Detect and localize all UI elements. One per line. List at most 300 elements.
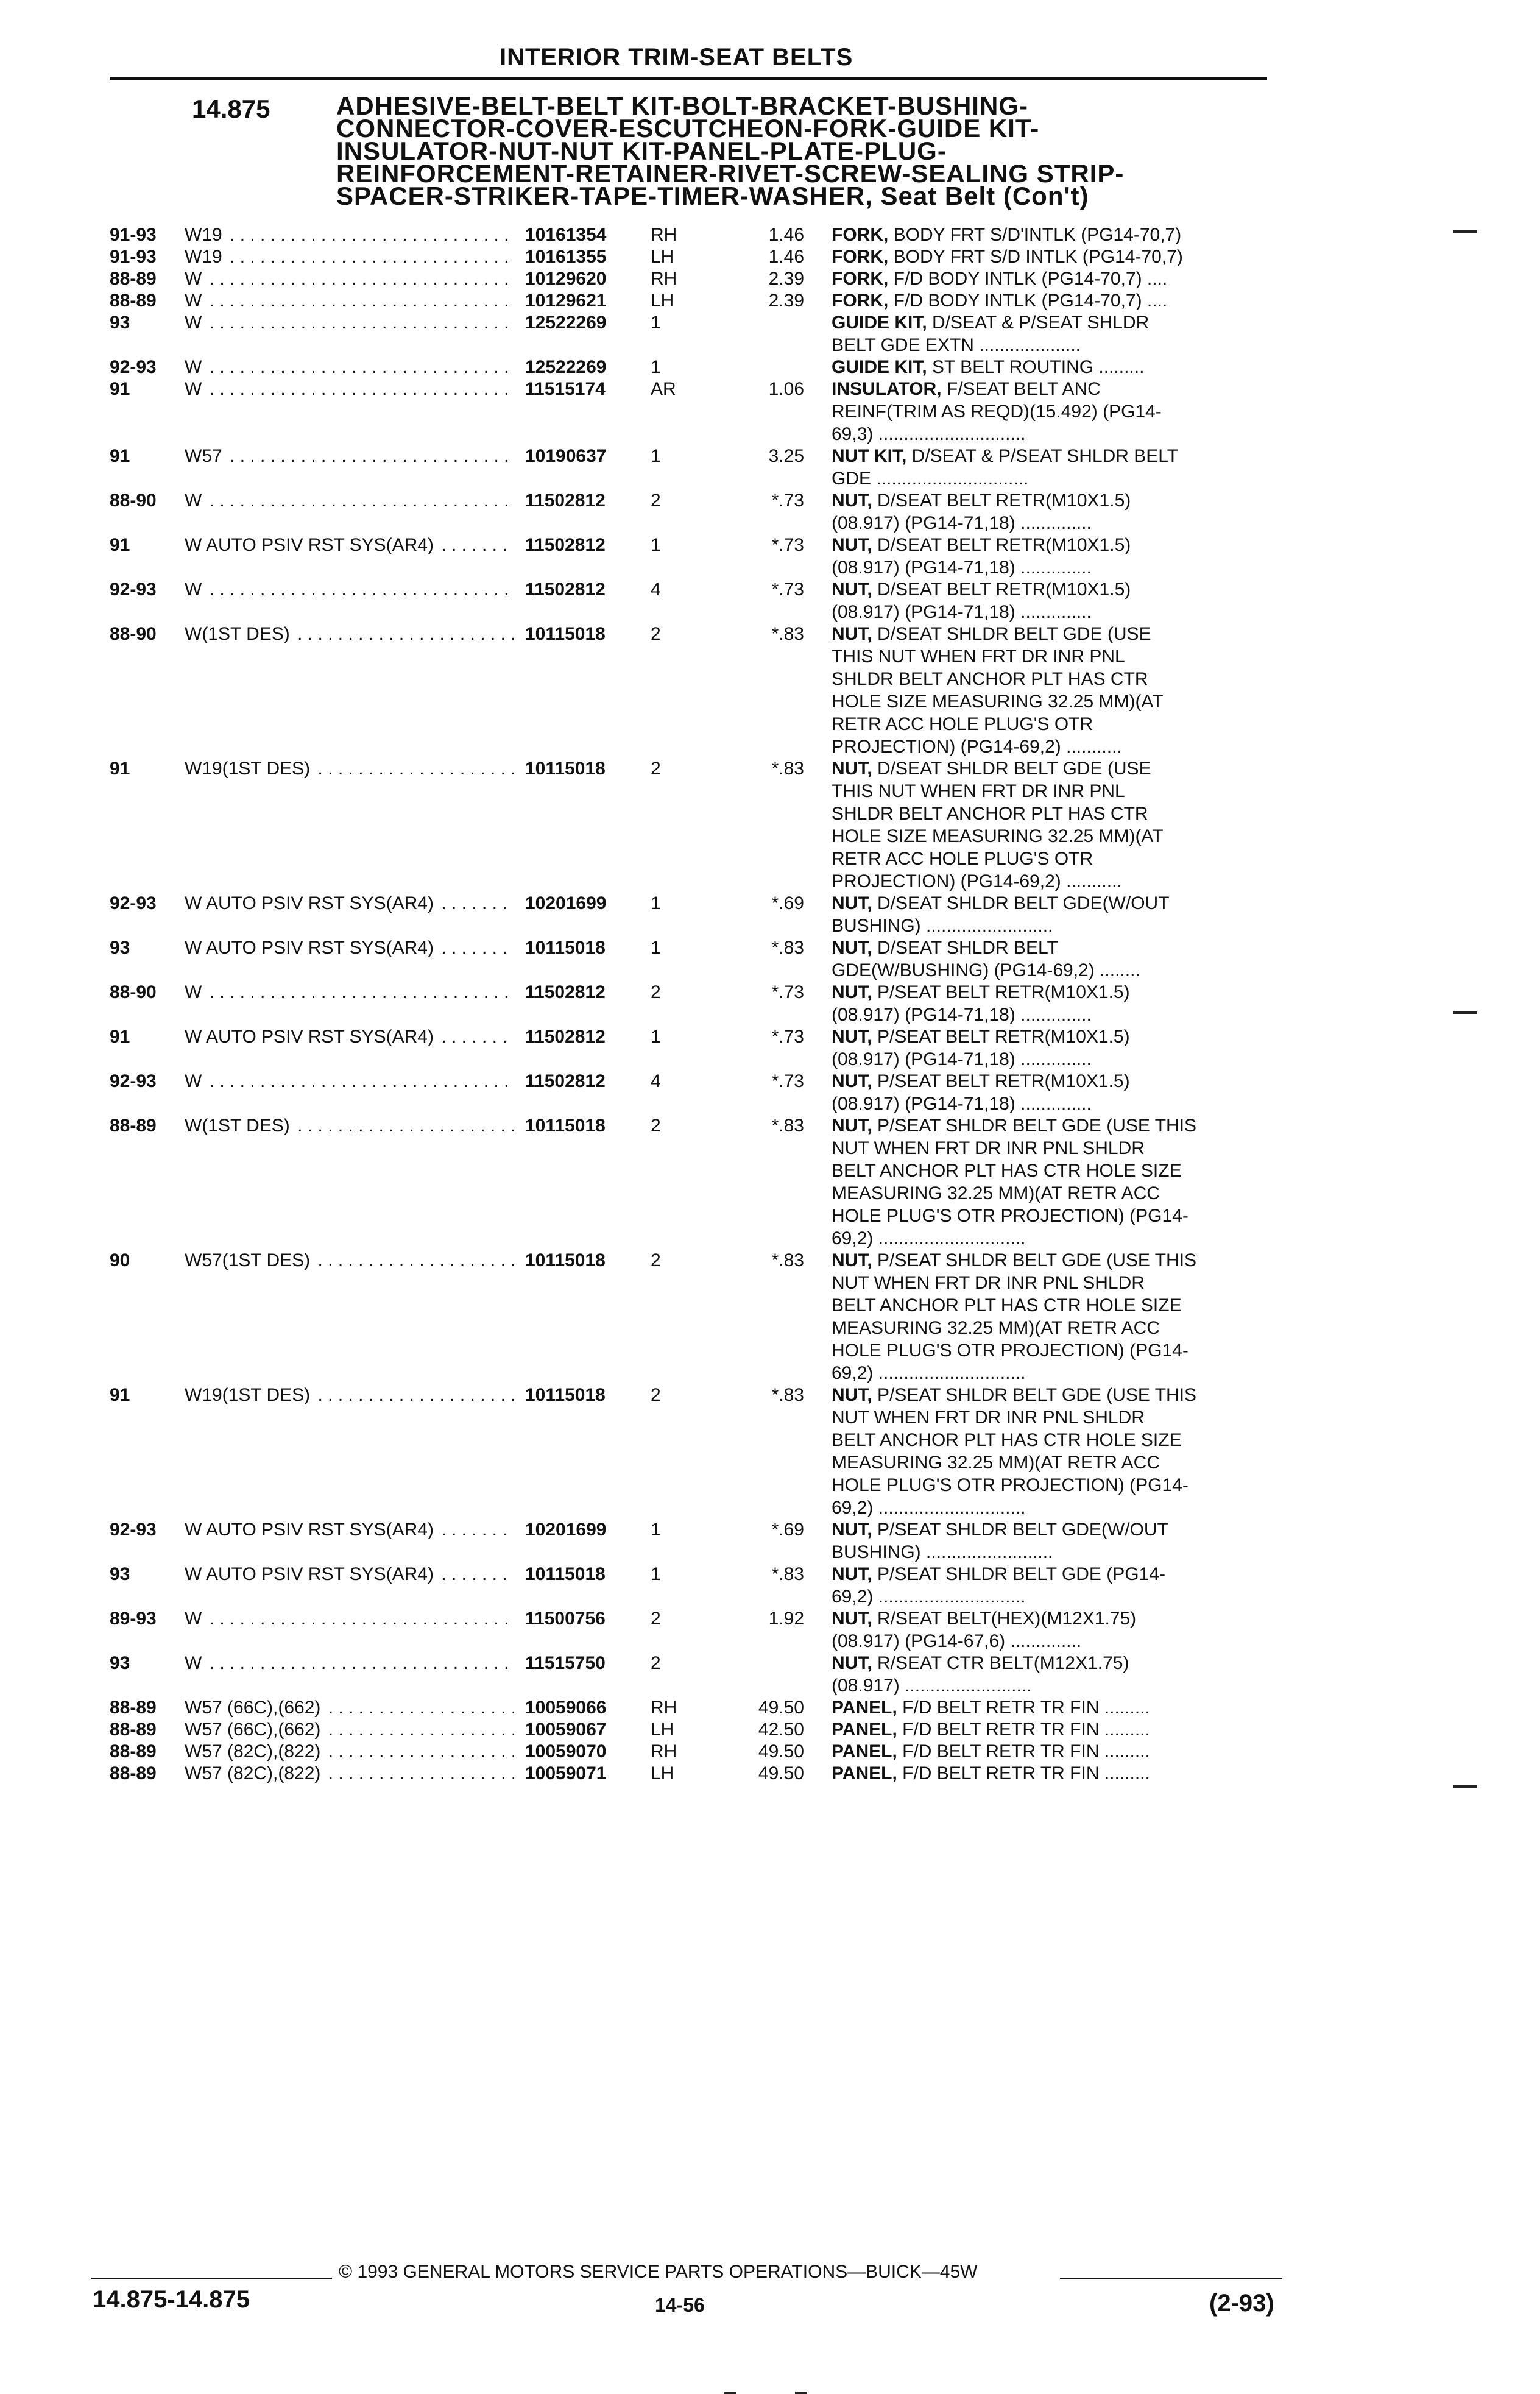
row-quantity: RH bbox=[651, 225, 677, 245]
row-description bbox=[832, 445, 1267, 490]
row-model bbox=[185, 981, 514, 1004]
row-description bbox=[832, 246, 1267, 268]
row-description bbox=[832, 1070, 1267, 1115]
table-row bbox=[0, 1563, 1540, 1608]
row-model-text: W bbox=[185, 1071, 204, 1091]
table-row bbox=[0, 1718, 1540, 1741]
row-item-detail: P/SEAT SHLDR BELT GDE (USE THIS NUT WHEN FRT DR INR PNL SHLDR BELT ANCHOR PLT HAS CTR HOLE SIZE MEASURING 32.25 MM)(AT RETR ACC HOLE PLUG'S OTR PROJECTION) (PG14- 69,2) ............................. bbox=[832, 1116, 1197, 1248]
row-part-number: 10190637 bbox=[525, 446, 607, 466]
row-item-detail: D/SEAT SHLDR BELT GDE (USE THIS NUT WHEN FRT DR INR PNL SHLDR BELT ANCHOR PLT HAS CTR HOLE SIZE MEASURING 32.25 MM)(AT RETR ACC HOLE PLUG'S OTR PROJECTION) (PG14-69,2) ........... bbox=[832, 624, 1164, 757]
row-description bbox=[832, 981, 1267, 1026]
row-description bbox=[832, 623, 1267, 758]
row-price: 1.46 bbox=[768, 247, 804, 267]
row-model-text: W AUTO PSIV RST SYS(AR4) bbox=[185, 1520, 436, 1540]
row-description bbox=[832, 1384, 1267, 1519]
row-item-name: NUT, bbox=[832, 579, 872, 600]
row-model-text: W AUTO PSIV RST SYS(AR4) bbox=[185, 893, 436, 913]
row-year: 91 bbox=[110, 1027, 130, 1047]
table-row bbox=[0, 757, 1540, 893]
row-year: 88-89 bbox=[110, 269, 157, 289]
row-year: 92-93 bbox=[110, 357, 157, 377]
row-year: 93 bbox=[110, 1653, 130, 1673]
row-quantity: RH bbox=[651, 269, 677, 289]
row-price: *.83 bbox=[771, 938, 804, 958]
row-model-text: W bbox=[185, 1653, 204, 1673]
row-item-detail: D/SEAT & P/SEAT SHLDR BELT GDE EXTN .................... bbox=[832, 313, 1150, 355]
row-part-number: 10115018 bbox=[525, 759, 606, 779]
row-year: 92-93 bbox=[110, 1520, 157, 1540]
row-quantity: 1 bbox=[651, 1520, 661, 1540]
row-item-detail: F/D BELT RETR TR FIN ......... bbox=[902, 1698, 1150, 1718]
table-row bbox=[0, 1762, 1540, 1785]
footer-rule-right bbox=[1060, 2278, 1282, 2279]
row-part-number: 10201699 bbox=[525, 893, 607, 913]
margin-mark bbox=[1453, 1011, 1477, 1014]
row-model bbox=[185, 1718, 514, 1741]
row-part-number: 11502812 bbox=[525, 982, 606, 1002]
row-quantity: LH bbox=[651, 247, 674, 267]
row-quantity: 2 bbox=[651, 1653, 661, 1673]
table-row bbox=[0, 1740, 1540, 1763]
row-part-number: 10059071 bbox=[525, 1763, 607, 1783]
row-price: *.69 bbox=[771, 893, 804, 913]
row-part-number: 10115018 bbox=[525, 1250, 606, 1270]
row-model-text: W bbox=[185, 490, 204, 511]
table-row bbox=[0, 623, 1540, 758]
row-price: 1.06 bbox=[768, 379, 804, 399]
row-year: 92-93 bbox=[110, 893, 157, 913]
row-model-text: W bbox=[185, 579, 204, 600]
table-row bbox=[0, 356, 1540, 378]
row-part-number: 10115018 bbox=[525, 1385, 606, 1405]
row-quantity: 1 bbox=[651, 893, 661, 913]
row-quantity: 2 bbox=[651, 624, 661, 644]
row-price: *.83 bbox=[771, 1564, 804, 1584]
row-item-detail: R/SEAT CTR BELT(M12X1.75) (08.917) ......................... bbox=[832, 1653, 1129, 1696]
row-part-number: 11502812 bbox=[525, 535, 606, 555]
row-model bbox=[185, 578, 514, 601]
row-part-number: 11502812 bbox=[525, 1071, 606, 1091]
margin-mark bbox=[795, 2392, 807, 2394]
row-model-text: W57 (82C),(822) bbox=[185, 1763, 323, 1783]
row-price: *.73 bbox=[771, 982, 804, 1002]
section-number: 14.875 bbox=[192, 94, 270, 123]
row-item-detail: D/SEAT SHLDR BELT GDE(W/BUSHING) (PG14-69,2) ........ bbox=[832, 938, 1140, 980]
row-item-name: NUT, bbox=[832, 1027, 872, 1047]
row-model bbox=[185, 224, 514, 246]
row-year: 88-90 bbox=[110, 982, 157, 1002]
table-row bbox=[0, 1607, 1540, 1652]
row-quantity: 1 bbox=[651, 938, 661, 958]
row-item-name: NUT, bbox=[832, 1564, 872, 1584]
row-item-name: NUT, bbox=[832, 1385, 872, 1405]
row-model bbox=[185, 757, 514, 780]
table-row bbox=[0, 1114, 1540, 1250]
row-model-text: W57 (66C),(662) bbox=[185, 1698, 323, 1718]
row-item-name: NUT, bbox=[832, 893, 872, 913]
row-model bbox=[185, 1696, 514, 1719]
row-item-detail: BODY FRT S/D INTLK (PG14-70,7) bbox=[893, 247, 1183, 267]
table-row bbox=[0, 1249, 1540, 1384]
row-year: 88-89 bbox=[110, 1698, 157, 1718]
row-item-detail: D/SEAT & P/SEAT SHLDR BELT GDE .............................. bbox=[832, 446, 1179, 489]
row-quantity: RH bbox=[651, 1741, 677, 1762]
row-price: *.73 bbox=[771, 490, 804, 511]
row-item-detail: D/SEAT SHLDR BELT GDE (USE THIS NUT WHEN FRT DR INR PNL SHLDR BELT ANCHOR PLT HAS CTR HOLE SIZE MEASURING 32.25 MM)(AT RETR ACC HOLE PLUG'S OTR PROJECTION) (PG14-69,2) ........... bbox=[832, 759, 1164, 891]
row-model-text: W57 (66C),(662) bbox=[185, 1719, 323, 1740]
row-price: *.73 bbox=[771, 1027, 804, 1047]
footer-page-number: 14-56 bbox=[655, 2294, 705, 2316]
row-quantity: 1 bbox=[651, 357, 661, 377]
row-model-text: W(1ST DES) bbox=[185, 1116, 292, 1136]
row-description bbox=[832, 534, 1267, 579]
row-description bbox=[832, 267, 1267, 290]
row-model-text: W bbox=[185, 357, 204, 377]
row-part-number: 12522269 bbox=[525, 313, 607, 333]
row-price: 1.92 bbox=[768, 1609, 804, 1629]
table-row bbox=[0, 489, 1540, 534]
row-year: 88-90 bbox=[110, 624, 157, 644]
row-quantity: 1 bbox=[651, 1564, 661, 1584]
row-price: 3.25 bbox=[768, 446, 804, 466]
row-item-detail: P/SEAT SHLDR BELT GDE(W/OUT BUSHING) ......................... bbox=[832, 1520, 1168, 1562]
row-item-name: NUT, bbox=[832, 1653, 872, 1673]
row-price: 42.50 bbox=[758, 1719, 804, 1740]
row-model-text: W bbox=[185, 291, 204, 311]
row-part-number: 10115018 bbox=[525, 938, 606, 958]
row-model bbox=[185, 1249, 514, 1272]
row-item-name: NUT, bbox=[832, 759, 872, 779]
row-quantity: LH bbox=[651, 1719, 674, 1740]
row-description bbox=[832, 311, 1267, 356]
row-year: 91 bbox=[110, 446, 130, 466]
row-item-detail: P/SEAT BELT RETR(M10X1.5) (08.917) (PG14-71,18) .............. bbox=[832, 1027, 1130, 1069]
row-item-detail: P/SEAT BELT RETR(M10X1.5) (08.917) (PG14-71,18) .............. bbox=[832, 1071, 1130, 1114]
row-description bbox=[832, 937, 1267, 982]
row-item-detail: BODY FRT S/D'INTLK (PG14-70,7) bbox=[893, 225, 1182, 245]
row-description bbox=[832, 378, 1267, 445]
row-part-number: 10129621 bbox=[525, 291, 607, 311]
row-model-text: W57 (82C),(822) bbox=[185, 1741, 323, 1762]
row-year: 91-93 bbox=[110, 247, 157, 267]
row-item-name: GUIDE KIT, bbox=[832, 313, 927, 333]
row-model-text: W bbox=[185, 379, 204, 399]
row-model-text: W AUTO PSIV RST SYS(AR4) bbox=[185, 535, 436, 555]
row-model bbox=[185, 1114, 514, 1137]
row-item-detail: ST BELT ROUTING ......... bbox=[932, 357, 1145, 377]
section-title-text: ADHESIVE-BELT-BELT KIT-BOLT-BRACKET-BUSHING- CONNECTOR-COVER-ESCUTCHEON-FORK-GUIDE KIT- INSULATOR-NUT-NUT KIT-PANEL-PLATE-PLUG- REINFORCEMENT-RETAINER-RIVET-SCREW-SEALING STRIP- SPACER-STRIKER-TAPE-TIMER-WASHER, Seat Belt bbox=[336, 91, 1125, 210]
row-quantity: 1 bbox=[651, 535, 661, 555]
row-model bbox=[185, 267, 514, 290]
row-model bbox=[185, 1070, 514, 1093]
row-part-number: 10115018 bbox=[525, 1564, 606, 1584]
table-row bbox=[0, 981, 1540, 1026]
row-year: 88-89 bbox=[110, 291, 157, 311]
page-title: INTERIOR TRIM-SEAT BELTS bbox=[500, 44, 853, 71]
row-part-number: 10059067 bbox=[525, 1719, 607, 1740]
row-part-number: 10059066 bbox=[525, 1698, 607, 1718]
row-year: 90 bbox=[110, 1250, 130, 1270]
row-quantity: 1 bbox=[651, 313, 661, 333]
row-item-name: INSULATOR, bbox=[832, 379, 942, 399]
row-part-number: 11515174 bbox=[525, 379, 606, 399]
row-item-detail: P/SEAT SHLDR BELT GDE (USE THIS NUT WHEN FRT DR INR PNL SHLDR BELT ANCHOR PLT HAS CTR HOLE SIZE MEASURING 32.25 MM)(AT RETR ACC HOLE PLUG'S OTR PROJECTION) (PG14- 69,2) ............................. bbox=[832, 1250, 1197, 1383]
margin-mark bbox=[724, 2392, 736, 2394]
row-item-name: NUT, bbox=[832, 1116, 872, 1136]
row-description bbox=[832, 1762, 1267, 1785]
row-model bbox=[185, 489, 514, 512]
row-quantity: 2 bbox=[651, 1250, 661, 1270]
row-part-number: 11502812 bbox=[525, 1027, 606, 1047]
row-item-detail: P/SEAT SHLDR BELT GDE (PG14- 69,2) ............................. bbox=[832, 1564, 1165, 1607]
row-year: 92-93 bbox=[110, 1071, 157, 1091]
row-part-number: 10059070 bbox=[525, 1741, 607, 1762]
row-model bbox=[185, 378, 514, 400]
row-model-text: W19 bbox=[185, 225, 225, 245]
row-model bbox=[185, 892, 514, 915]
row-model-text: W57(1ST DES) bbox=[185, 1250, 313, 1270]
row-item-detail: P/SEAT BELT RETR(M10X1.5) (08.917) (PG14-71,18) .............. bbox=[832, 982, 1130, 1025]
row-quantity: 1 bbox=[651, 1027, 661, 1047]
row-model-text: W19(1ST DES) bbox=[185, 1385, 313, 1405]
parts-list bbox=[0, 224, 1540, 1784]
row-model-text: W bbox=[185, 313, 204, 333]
table-row bbox=[0, 378, 1540, 445]
table-row bbox=[0, 1384, 1540, 1519]
row-item-detail: F/D BELT RETR TR FIN ......... bbox=[902, 1719, 1150, 1740]
row-item-detail: D/SEAT BELT RETR(M10X1.5) (08.917) (PG14-71,18) .............. bbox=[832, 490, 1131, 533]
row-price: *.83 bbox=[771, 1116, 804, 1136]
row-model bbox=[185, 1025, 514, 1048]
row-price: 2.39 bbox=[768, 269, 804, 289]
row-year: 91 bbox=[110, 379, 130, 399]
table-row bbox=[0, 1070, 1540, 1115]
row-item-detail: P/SEAT SHLDR BELT GDE (USE THIS NUT WHEN FRT DR INR PNL SHLDR BELT ANCHOR PLT HAS CTR HOLE SIZE MEASURING 32.25 MM)(AT RETR ACC HOLE PLUG'S OTR PROJECTION) (PG14- 69,2) ............................. bbox=[832, 1385, 1197, 1518]
row-item-name: PANEL, bbox=[832, 1698, 897, 1718]
row-model bbox=[185, 1740, 514, 1763]
row-price: 49.50 bbox=[758, 1763, 804, 1783]
row-quantity: 4 bbox=[651, 1071, 661, 1091]
row-part-number: 10161354 bbox=[525, 225, 607, 245]
row-part-number: 11515750 bbox=[525, 1653, 606, 1673]
row-item-detail: F/D BODY INTLK (PG14-70,7) .... bbox=[893, 269, 1168, 289]
row-description bbox=[832, 489, 1267, 534]
row-part-number: 11502812 bbox=[525, 579, 606, 600]
row-quantity: 2 bbox=[651, 1116, 661, 1136]
row-description bbox=[832, 1696, 1267, 1719]
row-description bbox=[832, 224, 1267, 246]
row-price: *.83 bbox=[771, 759, 804, 779]
row-item-name: NUT, bbox=[832, 1250, 872, 1270]
row-quantity: 4 bbox=[651, 579, 661, 600]
footer-section-range: 14.875-14.875 bbox=[93, 2286, 250, 2313]
row-model bbox=[185, 356, 514, 378]
row-item-name: GUIDE KIT, bbox=[832, 357, 927, 377]
row-year: 88-89 bbox=[110, 1763, 157, 1783]
table-row bbox=[0, 1518, 1540, 1564]
margin-mark bbox=[1453, 1785, 1477, 1788]
row-model-text: W bbox=[185, 982, 204, 1002]
row-model-text: W bbox=[185, 1609, 204, 1629]
row-item-name: PANEL, bbox=[832, 1719, 897, 1740]
row-item-name: FORK, bbox=[832, 225, 889, 245]
row-model-text: W(1ST DES) bbox=[185, 624, 292, 644]
row-price: *.83 bbox=[771, 1385, 804, 1405]
row-quantity: RH bbox=[651, 1698, 677, 1718]
row-year: 93 bbox=[110, 1564, 130, 1584]
row-part-number: 11500756 bbox=[525, 1609, 606, 1629]
row-price: 1.46 bbox=[768, 225, 804, 245]
table-row bbox=[0, 534, 1540, 579]
row-model bbox=[185, 1384, 514, 1406]
row-model-text: W AUTO PSIV RST SYS(AR4) bbox=[185, 1564, 436, 1584]
row-item-name: PANEL, bbox=[832, 1741, 897, 1762]
row-item-name: NUT, bbox=[832, 1071, 872, 1091]
margin-mark bbox=[1453, 230, 1477, 233]
row-price: 2.39 bbox=[768, 291, 804, 311]
row-item-name: NUT, bbox=[832, 938, 872, 958]
row-description bbox=[832, 1025, 1267, 1071]
row-price: *.83 bbox=[771, 1250, 804, 1270]
row-price: *.73 bbox=[771, 535, 804, 555]
row-description bbox=[832, 1607, 1267, 1652]
table-row bbox=[0, 1652, 1540, 1697]
row-price: 49.50 bbox=[758, 1741, 804, 1762]
table-row bbox=[0, 1025, 1540, 1071]
row-description bbox=[832, 1563, 1267, 1608]
row-item-name: FORK, bbox=[832, 291, 889, 311]
row-price: *.69 bbox=[771, 1520, 804, 1540]
row-quantity: 2 bbox=[651, 1385, 661, 1405]
row-model bbox=[185, 937, 514, 959]
table-row bbox=[0, 892, 1540, 937]
row-quantity: 2 bbox=[651, 759, 661, 779]
table-row bbox=[0, 289, 1540, 312]
row-year: 88-89 bbox=[110, 1719, 157, 1740]
row-model bbox=[185, 534, 514, 556]
row-item-detail: R/SEAT BELT(HEX)(M12X1.75) (08.917) (PG14-67,6) .............. bbox=[832, 1609, 1137, 1651]
table-row bbox=[0, 1696, 1540, 1719]
row-year: 91 bbox=[110, 1385, 130, 1405]
row-model-text: W bbox=[185, 269, 204, 289]
row-item-detail: F/D BODY INTLK (PG14-70,7) .... bbox=[893, 291, 1168, 311]
section-title bbox=[336, 91, 1250, 210]
row-item-detail: F/SEAT BELT ANC REINF(TRIM AS REQD)(15.492) (PG14- 69,3) ............................. bbox=[832, 379, 1162, 444]
row-description bbox=[832, 1740, 1267, 1763]
row-model bbox=[185, 1518, 514, 1541]
row-model bbox=[185, 1762, 514, 1785]
table-row bbox=[0, 224, 1540, 246]
row-quantity: 1 bbox=[651, 446, 661, 466]
row-model-text: W AUTO PSIV RST SYS(AR4) bbox=[185, 938, 436, 958]
continued-label: (Con't) bbox=[1003, 182, 1089, 210]
row-model bbox=[185, 1652, 514, 1674]
footer-rule-left bbox=[91, 2278, 332, 2279]
table-row bbox=[0, 937, 1540, 982]
row-part-number: 10115018 bbox=[525, 1116, 606, 1136]
row-model bbox=[185, 445, 514, 467]
row-description bbox=[832, 356, 1267, 378]
row-item-name: NUT, bbox=[832, 535, 872, 555]
row-item-detail: D/SEAT BELT RETR(M10X1.5) (08.917) (PG14-71,18) .............. bbox=[832, 579, 1131, 622]
row-quantity: 2 bbox=[651, 490, 661, 511]
footer-date: (2-93) bbox=[1209, 2290, 1274, 2317]
row-part-number: 12522269 bbox=[525, 357, 607, 377]
row-year: 93 bbox=[110, 313, 130, 333]
table-row bbox=[0, 311, 1540, 356]
row-description bbox=[832, 1718, 1267, 1741]
row-model bbox=[185, 246, 514, 268]
row-quantity: LH bbox=[651, 291, 674, 311]
row-model-text: W AUTO PSIV RST SYS(AR4) bbox=[185, 1027, 436, 1047]
row-item-name: NUT, bbox=[832, 1520, 872, 1540]
row-price: 49.50 bbox=[758, 1698, 804, 1718]
row-part-number: 10115018 bbox=[525, 624, 606, 644]
row-year: 91 bbox=[110, 759, 130, 779]
row-item-name: FORK, bbox=[832, 269, 889, 289]
row-description bbox=[832, 289, 1267, 312]
row-quantity: LH bbox=[651, 1763, 674, 1783]
row-item-name: FORK, bbox=[832, 247, 889, 267]
row-description bbox=[832, 757, 1267, 893]
row-item-detail: F/D BELT RETR TR FIN ......... bbox=[902, 1763, 1150, 1783]
row-item-name: NUT, bbox=[832, 982, 872, 1002]
title-rule bbox=[110, 77, 1267, 80]
row-item-name: NUT KIT, bbox=[832, 446, 907, 466]
row-part-number: 10129620 bbox=[525, 269, 607, 289]
row-year: 92-93 bbox=[110, 579, 157, 600]
row-item-name: NUT, bbox=[832, 490, 872, 511]
row-year: 93 bbox=[110, 938, 130, 958]
row-model bbox=[185, 311, 514, 334]
row-model-text: W19(1ST DES) bbox=[185, 759, 313, 779]
row-model bbox=[185, 289, 514, 312]
row-year: 88-89 bbox=[110, 1116, 157, 1136]
row-year: 91 bbox=[110, 535, 130, 555]
row-quantity: 2 bbox=[651, 982, 661, 1002]
row-year: 88-89 bbox=[110, 1741, 157, 1762]
row-part-number: 10201699 bbox=[525, 1520, 607, 1540]
row-description bbox=[832, 1652, 1267, 1697]
row-description bbox=[832, 1249, 1267, 1384]
row-part-number: 11502812 bbox=[525, 490, 606, 511]
row-item-detail: F/D BELT RETR TR FIN ......... bbox=[902, 1741, 1150, 1762]
row-price: *.83 bbox=[771, 624, 804, 644]
row-model bbox=[185, 1563, 514, 1585]
row-item-name: PANEL, bbox=[832, 1763, 897, 1783]
row-description bbox=[832, 1114, 1267, 1250]
row-description bbox=[832, 1518, 1267, 1564]
row-description bbox=[832, 578, 1267, 623]
table-row bbox=[0, 578, 1540, 623]
table-row bbox=[0, 267, 1540, 290]
row-item-detail: D/SEAT BELT RETR(M10X1.5) (08.917) (PG14-71,18) .............. bbox=[832, 535, 1131, 578]
row-price: *.73 bbox=[771, 1071, 804, 1091]
row-quantity: AR bbox=[651, 379, 676, 399]
row-item-detail: D/SEAT SHLDR BELT GDE(W/OUT BUSHING) ......................... bbox=[832, 893, 1170, 936]
row-item-name: NUT, bbox=[832, 1609, 872, 1629]
row-model-text: W19 bbox=[185, 247, 225, 267]
copyright-line: © 1993 GENERAL MOTORS SERVICE PARTS OPERATIONS—BUICK—45W bbox=[339, 2262, 978, 2282]
row-model bbox=[185, 623, 514, 645]
row-year: 91-93 bbox=[110, 225, 157, 245]
row-part-number: 10161355 bbox=[525, 247, 607, 267]
row-year: 89-93 bbox=[110, 1609, 157, 1629]
row-price: *.73 bbox=[771, 579, 804, 600]
row-description bbox=[832, 892, 1267, 937]
row-item-name: NUT, bbox=[832, 624, 872, 644]
table-row bbox=[0, 445, 1540, 490]
